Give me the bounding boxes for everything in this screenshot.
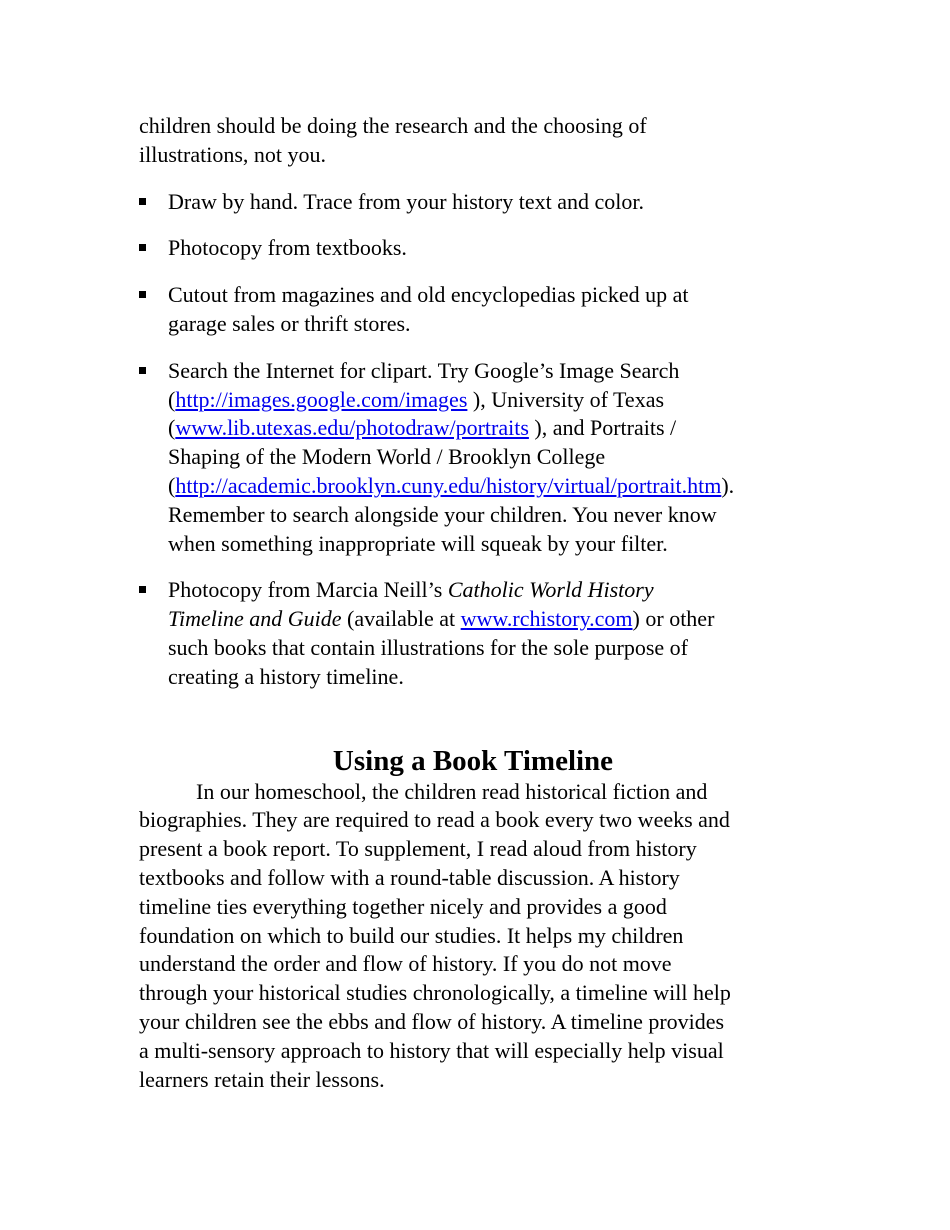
document-page <box>139 112 819 1094</box>
book-title-italic: Catholic World History <box>447 577 654 603</box>
bullet-text: (www.lib.utexas.edu/photodraw/portraits ), and Portraits / <box>168 415 677 441</box>
bullet-text: garage sales or thrift stores. <box>168 310 411 336</box>
bullet-text: Remember to search alongside your children. You never know <box>168 501 717 527</box>
bullet-text: such books that contain illustrations for the sole purpose of <box>168 634 688 660</box>
square-bullet-icon <box>139 291 146 298</box>
bullet-text: when something inappropriate will squeak by your filter. <box>168 530 668 556</box>
section-heading: Using a Book Timeline <box>332 744 614 777</box>
paragraph-line: biographies. They are required to read a book every two weeks and <box>139 807 730 833</box>
google-image-search-link[interactable]: http://images.google.com/images <box>175 386 468 412</box>
square-bullet-icon <box>139 244 146 251</box>
bullet-photocopy-marcia-neill <box>139 576 819 691</box>
bullet-text: Photocopy from Marcia Neill’s Catholic World History <box>168 577 654 603</box>
bullet-text: Timeline and Guide (available at www.rchistory.com) or other <box>168 606 715 632</box>
utexas-portraits-link[interactable]: www.lib.utexas.edu/photodraw/portraits <box>175 415 529 441</box>
paragraph-line: In our homeschool, the children read historical fiction and <box>196 778 708 804</box>
bullet-search-internet <box>139 357 819 559</box>
paragraph-line: learners retain their lessons. <box>139 1066 385 1092</box>
bullet-cutout-magazines <box>139 281 819 339</box>
section-paragraph <box>139 778 819 1095</box>
bullet-text: Shaping of the Modern World / Brooklyn College <box>168 444 606 470</box>
square-bullet-icon <box>139 367 146 374</box>
bullet-text: Cutout from magazines and old encyclopedias picked up at <box>168 282 689 308</box>
bullet-text: (http://images.google.com/images ), University of Texas <box>168 386 665 412</box>
intro-paragraph <box>139 112 819 170</box>
square-bullet-icon <box>139 198 146 205</box>
bullet-text: (http://academic.brooklyn.cuny.edu/history/virtual/portrait.htm). <box>168 472 735 498</box>
paragraph-line: through your historical studies chronologically, a timeline will help <box>139 980 731 1006</box>
bullet-text: Search the Internet for clipart. Try Google’s Image Search <box>168 357 680 383</box>
paragraph-line: present a book report. To supplement, I read aloud from history <box>139 836 697 862</box>
rchistory-link[interactable]: www.rchistory.com <box>460 606 633 632</box>
paragraph-line: foundation on which to build our studies. It helps my children <box>139 922 684 948</box>
brooklyn-college-portrait-link[interactable]: http://academic.brooklyn.cuny.edu/history/virtual/portrait.htm <box>175 472 722 498</box>
bullet-text: Draw by hand. Trace from your history text and color. <box>168 188 644 214</box>
bullet-draw-by-hand <box>139 188 819 217</box>
square-bullet-icon <box>139 586 146 593</box>
book-title-italic: Timeline and Guide <box>168 606 342 632</box>
bullet-photocopy-textbooks <box>139 234 819 263</box>
paragraph-line: your children see the ebbs and flow of history. A timeline provides <box>139 1008 725 1034</box>
paragraph-line: textbooks and follow with a round-table discussion. A history <box>139 864 680 890</box>
bullet-text: creating a history timeline. <box>168 663 404 689</box>
paragraph-line: timeline ties everything together nicely and provides a good <box>139 893 667 919</box>
intro-line: children should be doing the research and the choosing of <box>139 113 647 138</box>
paragraph-line: understand the order and flow of history. If you do not move <box>139 951 672 977</box>
intro-line: illustrations, not you. <box>139 141 326 167</box>
bullet-text: Photocopy from textbooks. <box>168 235 407 261</box>
paragraph-line: a multi-sensory approach to history that will especially help visual <box>139 1037 724 1063</box>
